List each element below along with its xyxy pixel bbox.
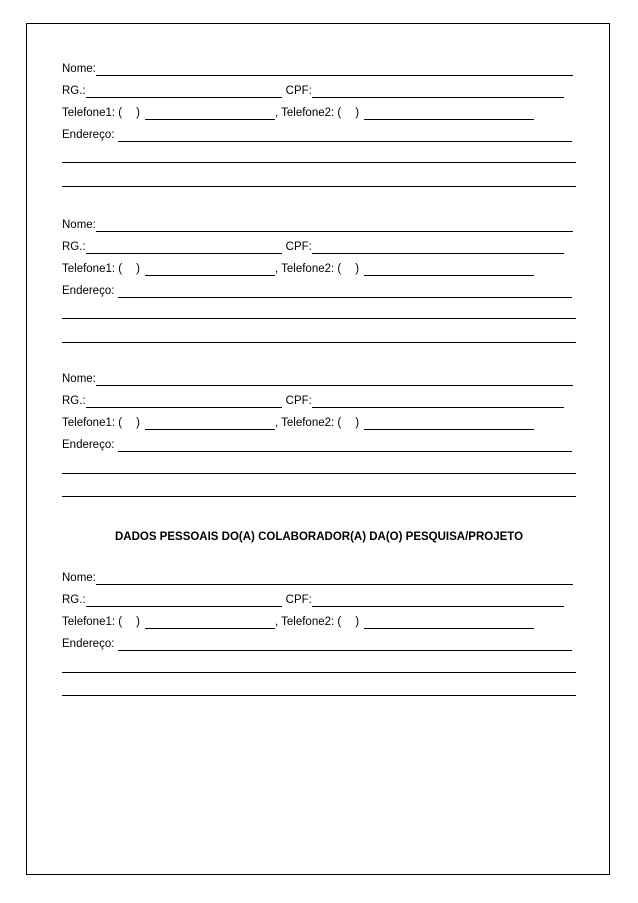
phone2-label: , Telefone2: (	[274, 417, 342, 429]
name-field[interactable]	[96, 572, 573, 585]
address-label: Endereço:	[62, 439, 115, 451]
phone2-field[interactable]	[364, 107, 534, 120]
phone1-paren-close: )	[136, 107, 140, 119]
phone2-paren-close: )	[355, 107, 360, 119]
address-label: Endereço:	[62, 285, 115, 297]
phone-row	[62, 615, 534, 629]
cpf-field[interactable]	[312, 594, 564, 607]
phone2-paren-close: )	[355, 263, 360, 275]
phone-row	[62, 416, 534, 430]
phone1-field[interactable]	[145, 616, 275, 629]
phone2-field[interactable]	[364, 417, 534, 430]
name-row	[62, 372, 573, 386]
address-label: Endereço:	[62, 638, 115, 650]
rg-cpf-row	[62, 593, 564, 607]
name-label: Nome:	[62, 572, 96, 584]
address-row	[62, 438, 572, 452]
phone-row	[62, 262, 534, 276]
phone2-paren-close: )	[355, 616, 360, 628]
address-row	[62, 128, 572, 142]
address-field[interactable]	[118, 439, 572, 452]
phone2-field[interactable]	[364, 263, 534, 276]
name-label: Nome:	[62, 219, 96, 231]
rg-label: RG.:	[62, 85, 86, 97]
cpf-label: CPF:	[285, 241, 312, 253]
name-label: Nome:	[62, 373, 96, 385]
name-field[interactable]	[96, 373, 573, 386]
rg-label: RG.:	[62, 241, 86, 253]
address-line-2[interactable]	[62, 672, 576, 673]
cpf-field[interactable]	[312, 395, 564, 408]
cpf-label: CPF:	[285, 594, 312, 606]
name-field[interactable]	[96, 63, 573, 76]
address-line-3[interactable]	[62, 496, 576, 497]
cpf-field[interactable]	[312, 85, 564, 98]
phone1-field[interactable]	[145, 417, 275, 430]
rg-field[interactable]	[86, 395, 282, 408]
phone1-label: Telefone1: (	[62, 107, 123, 119]
rg-cpf-row	[62, 240, 564, 254]
name-row	[62, 218, 573, 232]
phone1-paren-close: )	[136, 417, 140, 429]
address-field[interactable]	[118, 129, 572, 142]
address-label: Endereço:	[62, 129, 115, 141]
phone1-label: Telefone1: (	[62, 417, 123, 429]
phone2-label: , Telefone2: (	[274, 107, 342, 119]
name-row	[62, 62, 573, 76]
phone1-paren-close: )	[136, 263, 140, 275]
rg-label: RG.:	[62, 395, 86, 407]
address-field[interactable]	[118, 285, 572, 298]
phone2-paren-close: )	[355, 417, 360, 429]
section-heading: DADOS PESSOAIS DO(A) COLABORADOR(A) DA(O) PESQUISA/PROJETO	[114, 531, 524, 543]
rg-cpf-row	[62, 394, 564, 408]
address-line-3[interactable]	[62, 695, 576, 696]
phone2-field[interactable]	[364, 616, 534, 629]
address-row	[62, 284, 572, 298]
address-field[interactable]	[118, 638, 572, 651]
rg-field[interactable]	[86, 85, 282, 98]
phone1-paren-close: )	[136, 616, 140, 628]
address-line-2[interactable]	[62, 473, 576, 474]
address-line-3[interactable]	[62, 342, 576, 343]
name-field[interactable]	[96, 219, 573, 232]
phone2-label: , Telefone2: (	[274, 263, 342, 275]
rg-field[interactable]	[86, 594, 282, 607]
address-line-2[interactable]	[62, 162, 576, 163]
phone-row	[62, 106, 534, 120]
rg-cpf-row	[62, 84, 564, 98]
name-label: Nome:	[62, 63, 96, 75]
rg-label: RG.:	[62, 594, 86, 606]
phone2-label: , Telefone2: (	[274, 616, 342, 628]
rg-field[interactable]	[86, 241, 282, 254]
name-row	[62, 571, 573, 585]
phone1-field[interactable]	[145, 263, 275, 276]
cpf-label: CPF:	[285, 395, 312, 407]
phone1-field[interactable]	[145, 107, 275, 120]
address-row	[62, 637, 572, 651]
cpf-field[interactable]	[312, 241, 564, 254]
cpf-label: CPF:	[285, 85, 312, 97]
phone1-label: Telefone1: (	[62, 616, 123, 628]
address-line-2[interactable]	[62, 318, 576, 319]
phone1-label: Telefone1: (	[62, 263, 123, 275]
address-line-3[interactable]	[62, 186, 576, 187]
